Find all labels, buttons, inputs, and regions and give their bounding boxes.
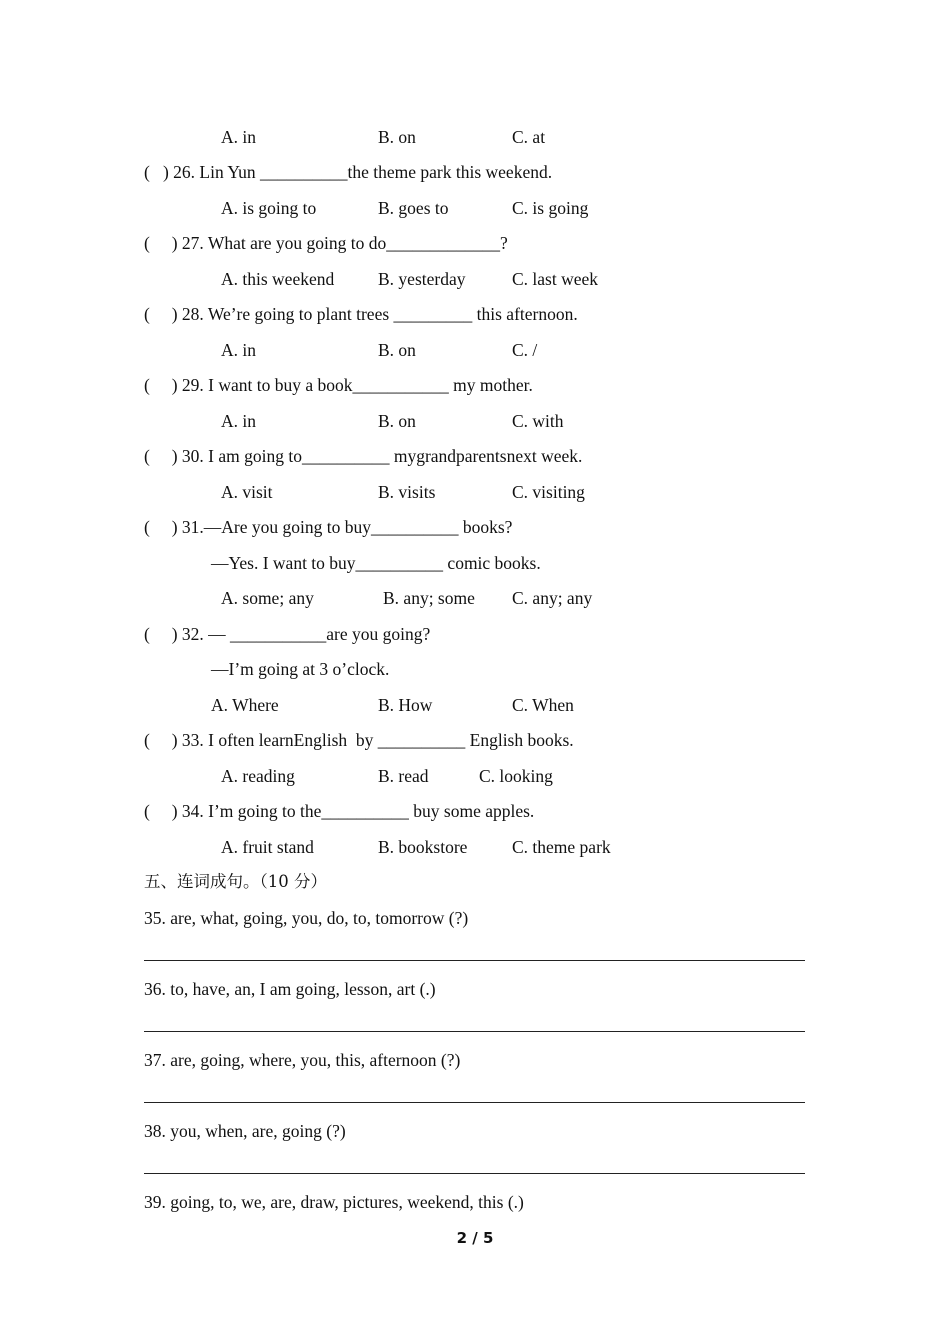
q27-stem: ( ) 27. What are you going to do_____________?	[144, 233, 508, 253]
q25-option-a: A. in	[221, 127, 256, 147]
q33-option-b: B. read	[378, 766, 429, 786]
q35-answer-line[interactable]	[144, 960, 805, 961]
q31-stem: ( ) 31.—Are you going to buy__________ books?	[144, 517, 513, 537]
section-5-title: 五、连词成句。（10 分）	[144, 872, 327, 891]
q28-option-a: A. in	[221, 340, 256, 360]
q36-answer-line[interactable]	[144, 1031, 805, 1032]
q36-prompt: 36. to, have, an, I am going, lesson, art (.)	[144, 979, 436, 999]
q31-option-c: C. any; any	[512, 588, 593, 608]
q31-reply: —Yes. I want to buy__________ comic books.	[211, 553, 541, 573]
q38-answer-line[interactable]	[144, 1173, 805, 1174]
q34-option-b: B. bookstore	[378, 837, 468, 857]
q30-stem: ( ) 30. I am going to__________ mygrandparentsnext week.	[144, 446, 583, 466]
q25-option-b: B. on	[378, 127, 416, 147]
q30-option-c: C. visiting	[512, 482, 585, 502]
q37-answer-line[interactable]	[144, 1102, 805, 1103]
q32-option-a: A. Where	[211, 695, 279, 715]
q38-prompt: 38. you, when, are, going (?)	[144, 1121, 346, 1141]
q39-prompt: 39. going, to, we, are, draw, pictures, weekend, this (.)	[144, 1192, 524, 1212]
q29-option-b: B. on	[378, 411, 416, 431]
q32-stem: ( ) 32. — ___________are you going?	[144, 624, 431, 644]
q32-option-b: B. How	[378, 695, 433, 715]
page-number: 2 / 5	[456, 1229, 494, 1247]
q25-option-c: C. at	[512, 127, 546, 147]
q34-option-c: C. theme park	[512, 837, 611, 857]
q28-option-b: B. on	[378, 340, 416, 360]
q26-option-c: C. is going	[512, 198, 589, 218]
q33-option-c: C. looking	[479, 766, 553, 786]
q31-option-a: A. some; any	[221, 588, 314, 608]
q29-option-c: C. with	[512, 411, 564, 431]
q37-prompt: 37. are, going, where, you, this, afternoon (?)	[144, 1050, 461, 1070]
q33-stem: ( ) 33. I often learnEnglish by __________ English books.	[144, 730, 574, 750]
q27-option-a: A. this weekend	[221, 269, 335, 289]
q26-option-b: B. goes to	[378, 198, 449, 218]
q27-option-c: C. last week	[512, 269, 599, 289]
q30-option-a: A. visit	[221, 482, 273, 502]
q31-option-b: B. any; some	[383, 588, 475, 608]
q26-option-a: A. is going to	[221, 198, 317, 218]
q34-stem: ( ) 34. I’m going to the__________ buy some apples.	[144, 801, 535, 821]
q26-stem: ( ) 26. Lin Yun __________the theme park this weekend.	[144, 162, 553, 182]
q29-option-a: A. in	[221, 411, 256, 431]
q35-prompt: 35. are, what, going, you, do, to, tomorrow (?)	[144, 908, 469, 928]
q32-option-c: C. When	[512, 695, 574, 715]
q30-option-b: B. visits	[378, 482, 436, 502]
q28-stem: ( ) 28. We’re going to plant trees _________ this afternoon.	[144, 304, 578, 324]
q28-option-c: C. /	[512, 340, 538, 360]
q27-option-b: B. yesterday	[378, 269, 466, 289]
q34-option-a: A. fruit stand	[221, 837, 314, 857]
q32-reply: —I’m going at 3 o’clock.	[211, 659, 390, 679]
q29-stem: ( ) 29. I want to buy a book___________ my mother.	[144, 375, 533, 395]
q33-option-a: A. reading	[221, 766, 295, 786]
